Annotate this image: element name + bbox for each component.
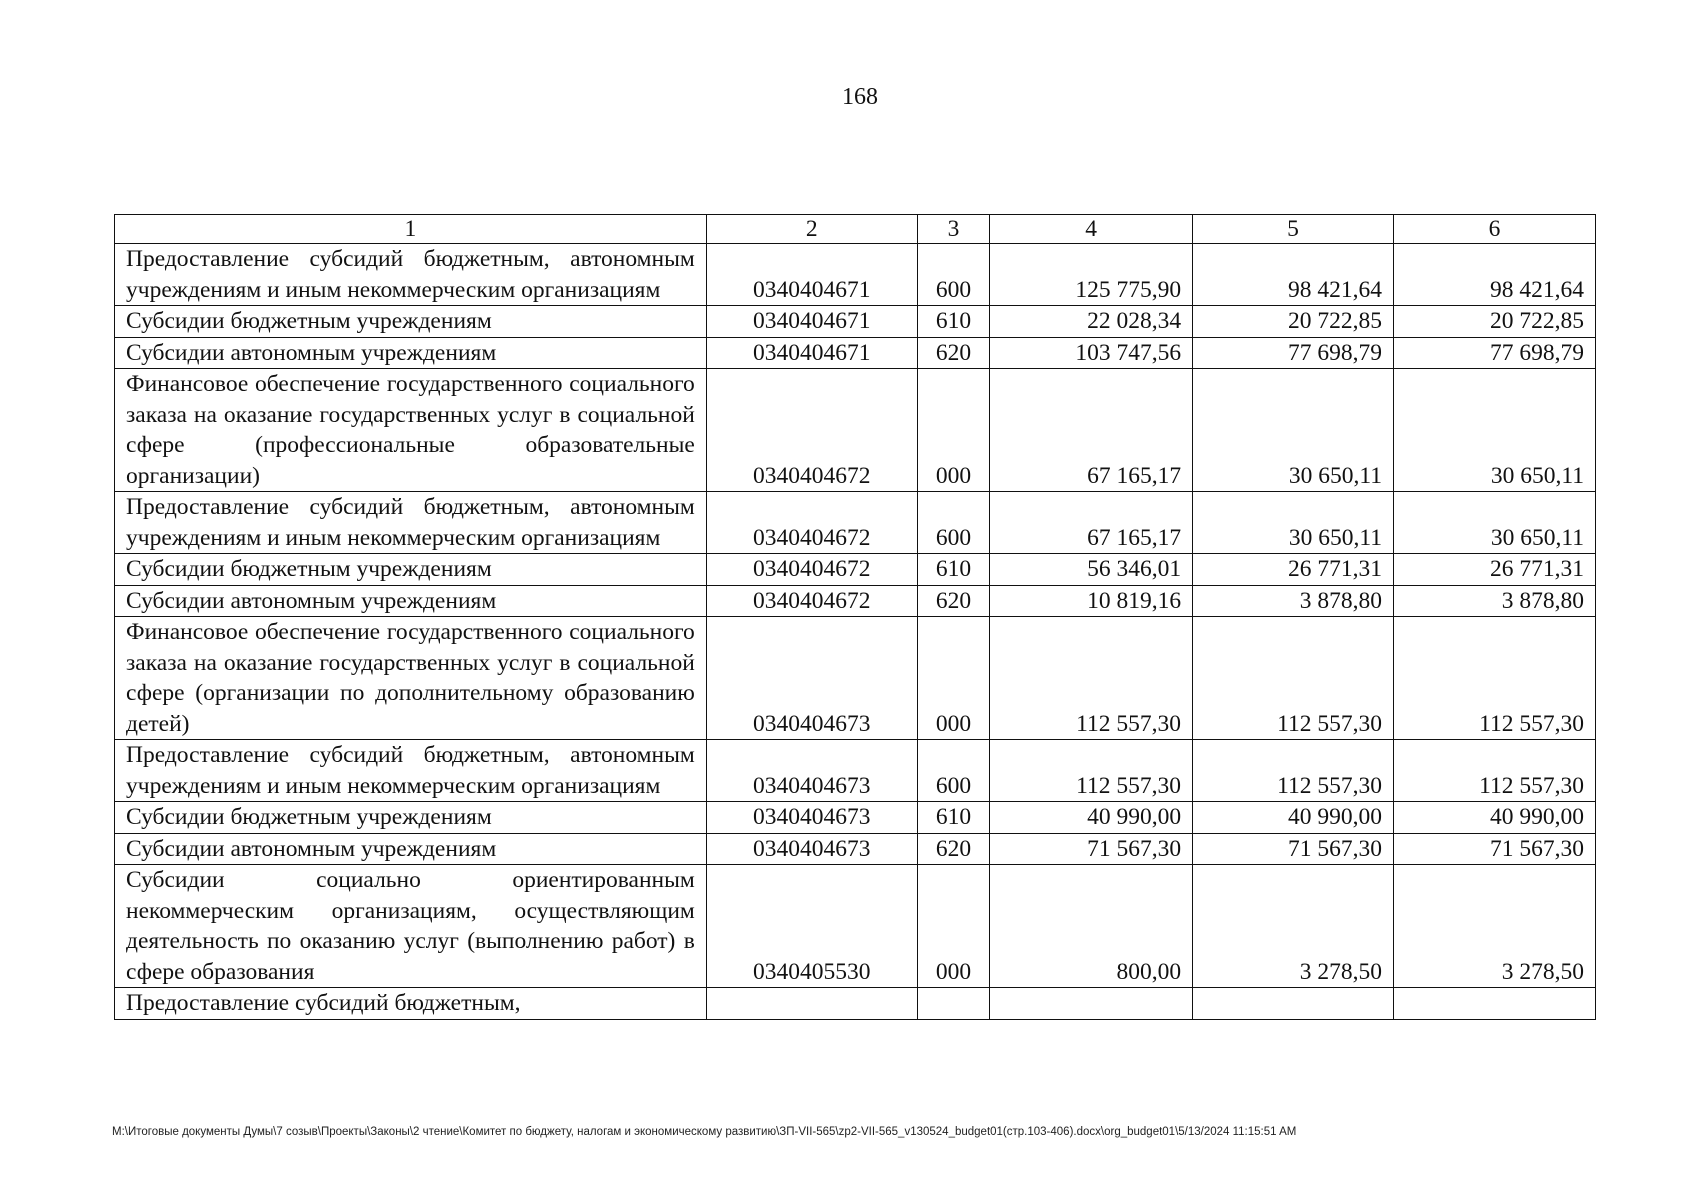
row-expense-type: 620 — [917, 833, 989, 865]
row-expense-type: 600 — [917, 492, 989, 554]
row-value-col4: 22 028,34 — [990, 306, 1193, 338]
row-value-col6: 71 567,30 — [1394, 833, 1596, 865]
row-target-code: 0340404671 — [706, 244, 917, 306]
row-name: Предоставление субсидий бюджетным, автономным учреждениям и иным некоммерческим организациям — [115, 492, 707, 554]
row-value-col4: 71 567,30 — [990, 833, 1193, 865]
row-target-code: 0340404672 — [706, 492, 917, 554]
row-value-col5: 26 771,31 — [1193, 554, 1394, 586]
row-value-col4: 10 819,16 — [990, 585, 1193, 617]
row-value-col5 — [1193, 988, 1394, 1020]
row-value-col5: 112 557,30 — [1193, 740, 1394, 802]
row-target-code: 0340404672 — [706, 585, 917, 617]
row-expense-type — [917, 988, 989, 1020]
table-row — [115, 802, 1596, 834]
row-value-col6: 20 722,85 — [1394, 306, 1596, 338]
table-row — [115, 492, 1596, 554]
table-row — [115, 369, 1596, 492]
row-name: Субсидии бюджетным учреждениям — [115, 554, 707, 586]
row-target-code: 0340404673 — [706, 740, 917, 802]
row-name: Предоставление субсидий бюджетным, автономным учреждениям и иным некоммерческим организациям — [115, 244, 707, 306]
row-name: Финансовое обеспечение государственного социального заказа на оказание государственных услуг в социальной сфере (организации по дополнительному образованию детей) — [115, 617, 707, 740]
row-value-col4: 56 346,01 — [990, 554, 1193, 586]
row-target-code: 0340404673 — [706, 802, 917, 834]
row-value-col4: 40 990,00 — [990, 802, 1193, 834]
row-value-col5: 30 650,11 — [1193, 492, 1394, 554]
row-value-col6 — [1394, 988, 1596, 1020]
column-header-6: 6 — [1394, 215, 1596, 244]
row-expense-type: 620 — [917, 585, 989, 617]
row-value-col5: 98 421,64 — [1193, 244, 1394, 306]
row-value-col5: 77 698,79 — [1193, 337, 1394, 369]
row-value-col4: 67 165,17 — [990, 492, 1193, 554]
row-value-col6: 98 421,64 — [1394, 244, 1596, 306]
row-expense-type: 000 — [917, 865, 989, 988]
row-name: Субсидии бюджетным учреждениям — [115, 306, 707, 338]
row-name: Финансовое обеспечение государственного социального заказа на оказание государственных услуг в социальной сфере (профессиональные образовательные организации) — [115, 369, 707, 492]
row-expense-type: 620 — [917, 337, 989, 369]
row-value-col6: 77 698,79 — [1394, 337, 1596, 369]
row-name: Субсидии автономным учреждениям — [115, 585, 707, 617]
row-target-code: 0340404673 — [706, 617, 917, 740]
row-value-col4: 112 557,30 — [990, 740, 1193, 802]
row-value-col6: 3 878,80 — [1394, 585, 1596, 617]
table-row — [115, 740, 1596, 802]
table-row — [115, 833, 1596, 865]
row-value-col6: 3 278,50 — [1394, 865, 1596, 988]
row-value-col4: 800,00 — [990, 865, 1193, 988]
row-value-col4: 103 747,56 — [990, 337, 1193, 369]
row-value-col6: 112 557,30 — [1394, 740, 1596, 802]
row-value-col5: 3 278,50 — [1193, 865, 1394, 988]
row-value-col6: 30 650,11 — [1394, 492, 1596, 554]
row-value-col5: 20 722,85 — [1193, 306, 1394, 338]
table-row — [115, 337, 1596, 369]
row-target-code: 0340404673 — [706, 833, 917, 865]
column-header-3: 3 — [917, 215, 989, 244]
table-row — [115, 617, 1596, 740]
row-name: Субсидии автономным учреждениям — [115, 337, 707, 369]
table-row — [115, 865, 1596, 988]
row-target-code: 0340404671 — [706, 337, 917, 369]
table-header-row — [115, 215, 1596, 244]
table-row — [115, 988, 1596, 1020]
row-target-code — [706, 988, 917, 1020]
row-value-col4: 67 165,17 — [990, 369, 1193, 492]
row-target-code: 0340404672 — [706, 554, 917, 586]
budget-table — [114, 214, 1596, 1020]
page-number: 168 — [842, 84, 878, 110]
column-header-5: 5 — [1193, 215, 1394, 244]
row-name: Субсидии бюджетным учреждениям — [115, 802, 707, 834]
row-name: Предоставление субсидий бюджетным, автономным учреждениям и иным некоммерческим организациям — [115, 740, 707, 802]
footer-file-path: M:\Итоговые документы Думы\7 созыв\Проекты\Законы\2 чтение\Комитет по бюджету, налогам и экономическому развитию\ЗП-VII-565\zp2-VII-565_v130524_budget01(стр.103-406).docx\org_budget01\5/13/2024 11:15:51 AM — [112, 1126, 1297, 1138]
table-row — [115, 585, 1596, 617]
row-value-col5: 3 878,80 — [1193, 585, 1394, 617]
row-expense-type: 000 — [917, 369, 989, 492]
row-target-code: 0340404672 — [706, 369, 917, 492]
table-row — [115, 306, 1596, 338]
table-row — [115, 554, 1596, 586]
row-name: Предоставление субсидий бюджетным, — [115, 988, 707, 1020]
row-value-col5: 40 990,00 — [1193, 802, 1394, 834]
row-expense-type: 610 — [917, 802, 989, 834]
row-value-col6: 30 650,11 — [1394, 369, 1596, 492]
row-value-col6: 40 990,00 — [1394, 802, 1596, 834]
row-target-code: 0340404671 — [706, 306, 917, 338]
row-expense-type: 600 — [917, 740, 989, 802]
row-expense-type: 000 — [917, 617, 989, 740]
column-header-4: 4 — [990, 215, 1193, 244]
column-header-2: 2 — [706, 215, 917, 244]
row-target-code: 0340405530 — [706, 865, 917, 988]
table-row — [115, 244, 1596, 306]
row-expense-type: 600 — [917, 244, 989, 306]
row-value-col4: 125 775,90 — [990, 244, 1193, 306]
row-name: Субсидии автономным учреждениям — [115, 833, 707, 865]
row-value-col5: 30 650,11 — [1193, 369, 1394, 492]
row-value-col5: 71 567,30 — [1193, 833, 1394, 865]
row-value-col5: 112 557,30 — [1193, 617, 1394, 740]
row-value-col6: 26 771,31 — [1394, 554, 1596, 586]
row-expense-type: 610 — [917, 554, 989, 586]
row-value-col4 — [990, 988, 1193, 1020]
row-name: Субсидии социально ориентированным некоммерческим организациям, осуществляющим деятельность по оказанию услуг (выполнению работ) в сфере образования — [115, 865, 707, 988]
column-header-1: 1 — [115, 215, 707, 244]
row-value-col6: 112 557,30 — [1394, 617, 1596, 740]
row-expense-type: 610 — [917, 306, 989, 338]
row-value-col4: 112 557,30 — [990, 617, 1193, 740]
